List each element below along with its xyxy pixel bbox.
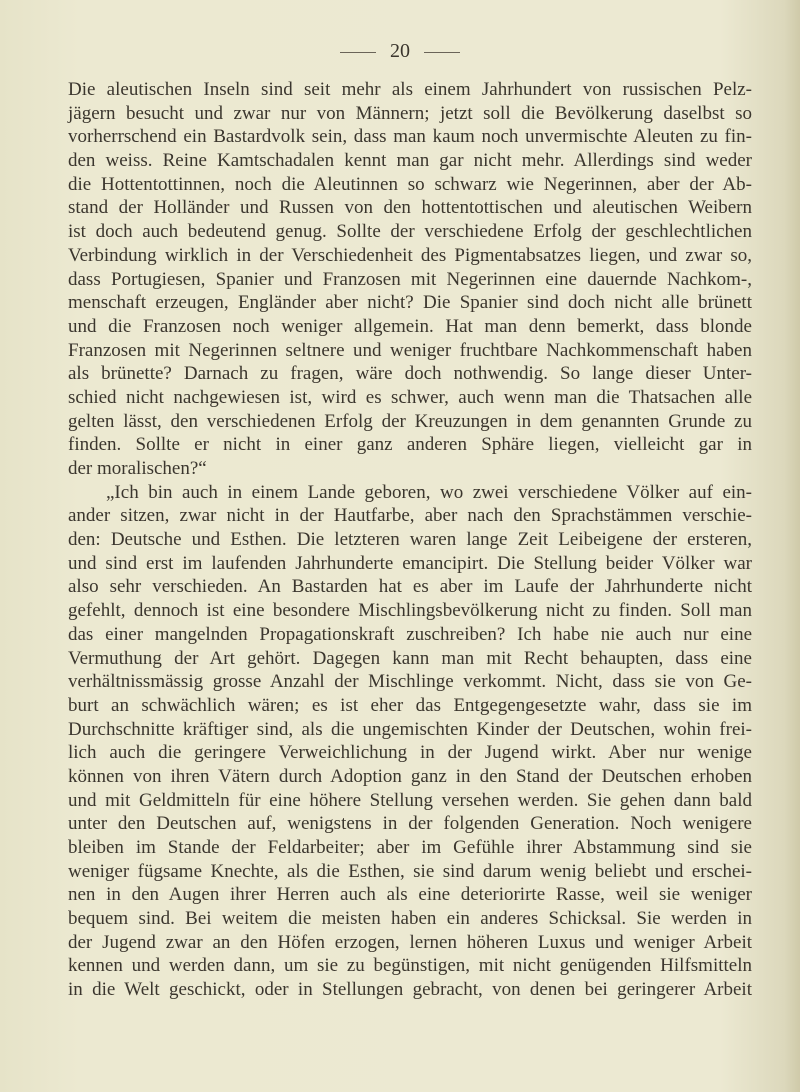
page-number-text: 20: [390, 40, 410, 62]
text-line: weniger fügsame Knechte, als die Esthen, sie sind darum wenig beliebt und erschei-: [68, 860, 752, 882]
text-line: der Jugend zwar an den Höfen erzogen, lernen höheren Luxus und weniger Arbeit: [68, 931, 752, 953]
text-line: lich auch die geringere Verweichlichung in der Jugend wirkt. Aber nur wenige: [68, 742, 752, 764]
text-line: unter den Deutschen auf, wenigstens in der folgenden Generation. Noch wenigere: [68, 813, 752, 835]
text-line: den: Deutsche und Esthen. Die letzteren waren lange Zeit Leibeigene der ersteren,: [68, 529, 752, 551]
page-body: [68, 78, 752, 1002]
text-line: finden. Sollte er nicht in einer ganz anderen Sphäre liegen, vielleicht gar in: [68, 434, 752, 456]
paragraph-2: [68, 481, 752, 1002]
text-line: nen in den Augen ihrer Herren auch als eine deteriorirte Rasse, weil sie weniger: [68, 884, 752, 906]
text-line: als brünette? Darnach zu fragen, wäre doch nothwendig. So lange dieser Unter-: [68, 363, 752, 385]
text-line: gelten lässt, den verschiedenen Erfolg der Kreuzungen in dem genannten Grunde zu: [68, 410, 752, 432]
text-line: vorherrschend ein Bastardvolk sein, dass man kaum noch unvermischte Aleuten zu fin-: [68, 126, 752, 148]
text-line: „Ich bin auch in einem Lande geboren, wo zwei verschiedene Völker auf ein-: [106, 481, 752, 503]
paragraph-1: [68, 78, 752, 481]
text-line: und mit Geldmitteln für eine höhere Stellung versehen werden. Sie gehen dann bald: [68, 789, 752, 811]
text-line: also sehr verschieden. An Bastarden hat es aber im Laufe der Jahrhunderte nicht: [68, 576, 752, 598]
text-line: das einer mangelnden Propagationskraft zuschreiben? Ich habe nie auch nur eine: [68, 623, 752, 645]
text-line: Franzosen mit Negerinnen seltnere und weniger fruchtbare Nachkommenschaft haben: [68, 339, 752, 361]
text-line: können von ihren Vätern durch Adoption ganz in den Stand der Deutschen erhoben: [68, 765, 752, 787]
text-line: menschaft erzeugen, Engländer aber nicht? Die Spanier sind doch nicht alle brünett: [68, 292, 752, 314]
text-line: und die Franzosen noch weniger allgemein. Hat man denn bemerkt, dass blonde: [68, 315, 752, 337]
text-line: bleiben im Stande der Feldarbeiter; aber im Gefühle ihrer Abstammung sind sie: [68, 837, 752, 858]
text-line: schied nicht nachgewiesen ist, wird es schwer, auch wenn man die Thatsachen alle: [68, 386, 752, 408]
text-line: Verbindung wirklich in der Verschiedenheit des Pigmentabsatzes liegen, und zwar so,: [68, 244, 752, 266]
text-line: jägern besucht und zwar nur von Männern; jetzt soll die Bevölkerung daselbst so: [68, 102, 752, 124]
text-line: dass Portugiesen, Spanier und Franzosen mit Negerinnen eine dauernde Nachkom-,: [68, 268, 752, 290]
text-line: stand der Holländer und Russen von den hottentottischen und aleutischen Weibern: [68, 197, 752, 219]
text-line: Die aleutischen Inseln sind seit mehr als einem Jahrhundert von russischen Pelz-: [68, 79, 752, 100]
text-line: ist doch auch bedeutend genug. Sollte der verschiedene Erfolg der geschlechtlichen: [68, 221, 752, 243]
text-line: in die Welt geschickt, oder in Stellungen gebracht, von denen bei geringerer Arbeit: [68, 979, 752, 1001]
text-line: kennen und werden dann, um sie zu begünstigen, mit nicht genügenden Hilfsmitteln: [68, 955, 752, 977]
text-line: bequem sind. Bei weitem die meisten haben ein anderes Schicksal. Sie werden in: [68, 908, 752, 930]
text-line: Vermuthung der Art gehört. Dagegen kann man mit Recht behaupten, dass eine: [68, 647, 752, 669]
text-line: verhältnissmässig grosse Anzahl der Mischlinge verkommt. Nicht, dass sie von Ge-: [68, 671, 752, 693]
text-line: gefehlt, dennoch ist eine besondere Mischlingsbevölkerung nicht zu finden. Soll man: [68, 600, 752, 622]
text-line: und sind erst im laufenden Jahrhunderte emancipirt. Die Stellung beider Völker war: [68, 552, 752, 574]
text-line: burt an schwächlich wären; es ist eher das Entgegengesetzte wahr, dass sie im: [68, 694, 752, 716]
text-line: den weiss. Reine Kamtschadalen kennt man gar nicht mehr. Allerdings sind weder: [68, 150, 752, 172]
text-line: der moralischen?“: [68, 458, 207, 479]
text-line: die Hottentottinnen, noch die Aleutinnen so schwarz wie Negerinnen, aber der Ab-: [68, 173, 752, 195]
page-number: [0, 40, 800, 63]
text-line: Durchschnitte kräftiger sind, als die ungemischten Kinder der Deutschen, wohin frei-: [68, 718, 752, 740]
text-line: ander sitzen, zwar nicht in der Hautfarbe, aber nach den Sprachstämmen verschie-: [68, 505, 752, 527]
page-number-dash-left: [340, 52, 376, 53]
page-number-dash-right: [424, 52, 460, 53]
